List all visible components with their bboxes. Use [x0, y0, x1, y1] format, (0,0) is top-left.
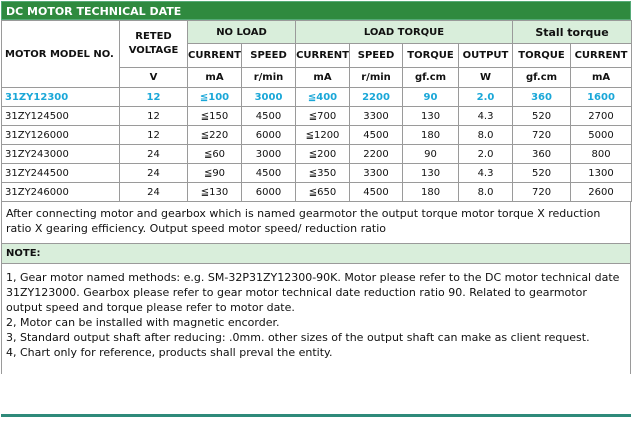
- lt-current-cell: ≦650: [296, 183, 350, 202]
- lt-torque-cell: 180: [403, 126, 459, 145]
- lt-speed-cell: 4500: [350, 126, 403, 145]
- st-torque-cell: 360: [513, 145, 571, 164]
- unit-gfcm: gf.cm: [403, 68, 459, 88]
- note-item: 2, Motor can be installed with magnetic encorder.: [6, 316, 280, 329]
- voltage-cell: 24: [120, 164, 188, 183]
- st-torque-cell: 520: [513, 107, 571, 126]
- lt-speed-header: SPEED: [350, 44, 403, 68]
- table-row: [2, 183, 632, 202]
- bottom-divider: [1, 414, 631, 417]
- model-cell: 31ZY124500: [2, 107, 120, 126]
- voltage-unit: V: [120, 68, 188, 88]
- voltage-cell: 12: [120, 126, 188, 145]
- unit-gfcm: gf.cm: [513, 68, 571, 88]
- table-row: [2, 126, 632, 145]
- model-cell: 31ZY243000: [2, 145, 120, 164]
- nl-speed-cell: 6000: [242, 183, 296, 202]
- lt-torque-cell: 130: [403, 164, 459, 183]
- unit-ma: mA: [296, 68, 350, 88]
- lt-torque-cell: 90: [403, 145, 459, 164]
- st-current-cell: 1300: [571, 164, 632, 183]
- lt-torque-header: TORQUE: [403, 44, 459, 68]
- unit-ma: mA: [571, 68, 632, 88]
- lt-output-cell: 8.0: [459, 126, 513, 145]
- lt-speed-cell: 4500: [350, 183, 403, 202]
- lt-output-cell: 2.0: [459, 88, 513, 107]
- note-item: 3, Standard output shaft after reducing: .0mm. other sizes of the output shaft can make as client request.: [6, 331, 590, 344]
- model-cell: 31ZY12300: [2, 88, 120, 107]
- st-torque-cell: 720: [513, 183, 571, 202]
- model-cell: 31ZY244500: [2, 164, 120, 183]
- lt-output-cell: 8.0: [459, 183, 513, 202]
- model-cell: 31ZY246000: [2, 183, 120, 202]
- notes-list: [1, 264, 631, 374]
- note-item: 1, Gear motor named methods: e.g. SM-32P31ZY12300-90K. Motor please refer to the DC motor technical date 31ZY123000. Gearbox please refer to gear motor technical date reduction ratio 90. Related to gearmotor output speed and torque please refer to motor date.: [6, 271, 620, 314]
- voltage-cell: 24: [120, 145, 188, 164]
- voltage-cell: 12: [120, 107, 188, 126]
- st-torque-cell: 520: [513, 164, 571, 183]
- nl-speed-header: SPEED: [242, 44, 296, 68]
- nl-speed-cell: 3000: [242, 145, 296, 164]
- model-header: MOTOR MODEL NO.: [2, 21, 120, 88]
- nl-current-cell: ≦90: [188, 164, 242, 183]
- note-heading: NOTE:: [1, 244, 631, 264]
- table-row: [2, 145, 632, 164]
- load-torque-header: LOAD TORQUE: [296, 21, 513, 44]
- st-torque-cell: 360: [513, 88, 571, 107]
- lt-speed-cell: 2200: [350, 145, 403, 164]
- st-current-cell: 800: [571, 145, 632, 164]
- note-item: 4, Chart only for reference, products shall preval the entity.: [6, 346, 333, 359]
- lt-speed-cell: 3300: [350, 164, 403, 183]
- spec-table: [1, 20, 632, 202]
- nl-speed-cell: 4500: [242, 164, 296, 183]
- lt-torque-cell: 90: [403, 88, 459, 107]
- nl-current-cell: ≦60: [188, 145, 242, 164]
- lt-speed-cell: 3300: [350, 107, 403, 126]
- lt-current-header: CURRENT: [296, 44, 350, 68]
- lt-current-cell: ≦400: [296, 88, 350, 107]
- unit-ma: mA: [188, 68, 242, 88]
- lt-output-cell: 4.3: [459, 164, 513, 183]
- unit-w: W: [459, 68, 513, 88]
- st-current-cell: 2600: [571, 183, 632, 202]
- nl-speed-cell: 4500: [242, 107, 296, 126]
- unit-rmin: r/min: [242, 68, 296, 88]
- st-current-header: CURRENT: [571, 44, 632, 68]
- table-row: [2, 88, 632, 107]
- st-current-cell: 5000: [571, 126, 632, 145]
- nl-current-header: CURRENT: [188, 44, 242, 68]
- lt-current-cell: ≦1200: [296, 126, 350, 145]
- lt-torque-cell: 130: [403, 107, 459, 126]
- st-torque-header: TORQUE: [513, 44, 571, 68]
- nl-current-cell: ≦150: [188, 107, 242, 126]
- lt-speed-cell: 2200: [350, 88, 403, 107]
- nl-speed-cell: 3000: [242, 88, 296, 107]
- nl-current-cell: ≦100: [188, 88, 242, 107]
- nl-current-cell: ≦220: [188, 126, 242, 145]
- voltage-cell: 12: [120, 88, 188, 107]
- lt-current-cell: ≦350: [296, 164, 350, 183]
- st-torque-cell: 720: [513, 126, 571, 145]
- lt-torque-cell: 180: [403, 183, 459, 202]
- lt-output-cell: 4.3: [459, 107, 513, 126]
- nl-current-cell: ≦130: [188, 183, 242, 202]
- gearmotor-description: After connecting motor and gearbox which is named gearmotor the output torque motor torque X reduction ratio X gearing efficiency. Output speed motor speed/ reduction ratio: [1, 202, 631, 244]
- voltage-cell: 24: [120, 183, 188, 202]
- table-row: [2, 107, 632, 126]
- motor-data-sheet: [1, 1, 631, 374]
- stall-torque-header: Stall torque: [513, 21, 632, 44]
- model-cell: 31ZY126000: [2, 126, 120, 145]
- st-current-cell: 1600: [571, 88, 632, 107]
- lt-current-cell: ≦700: [296, 107, 350, 126]
- unit-rmin: r/min: [350, 68, 403, 88]
- lt-output-cell: 2.0: [459, 145, 513, 164]
- no-load-header: NO LOAD: [188, 21, 296, 44]
- voltage-header: RETED VOLTAGE: [120, 21, 188, 68]
- nl-speed-cell: 6000: [242, 126, 296, 145]
- sheet-title: DC MOTOR TECHNICAL DATE: [1, 1, 631, 20]
- table-row: [2, 164, 632, 183]
- st-current-cell: 2700: [571, 107, 632, 126]
- lt-output-header: OUTPUT: [459, 44, 513, 68]
- lt-current-cell: ≦200: [296, 145, 350, 164]
